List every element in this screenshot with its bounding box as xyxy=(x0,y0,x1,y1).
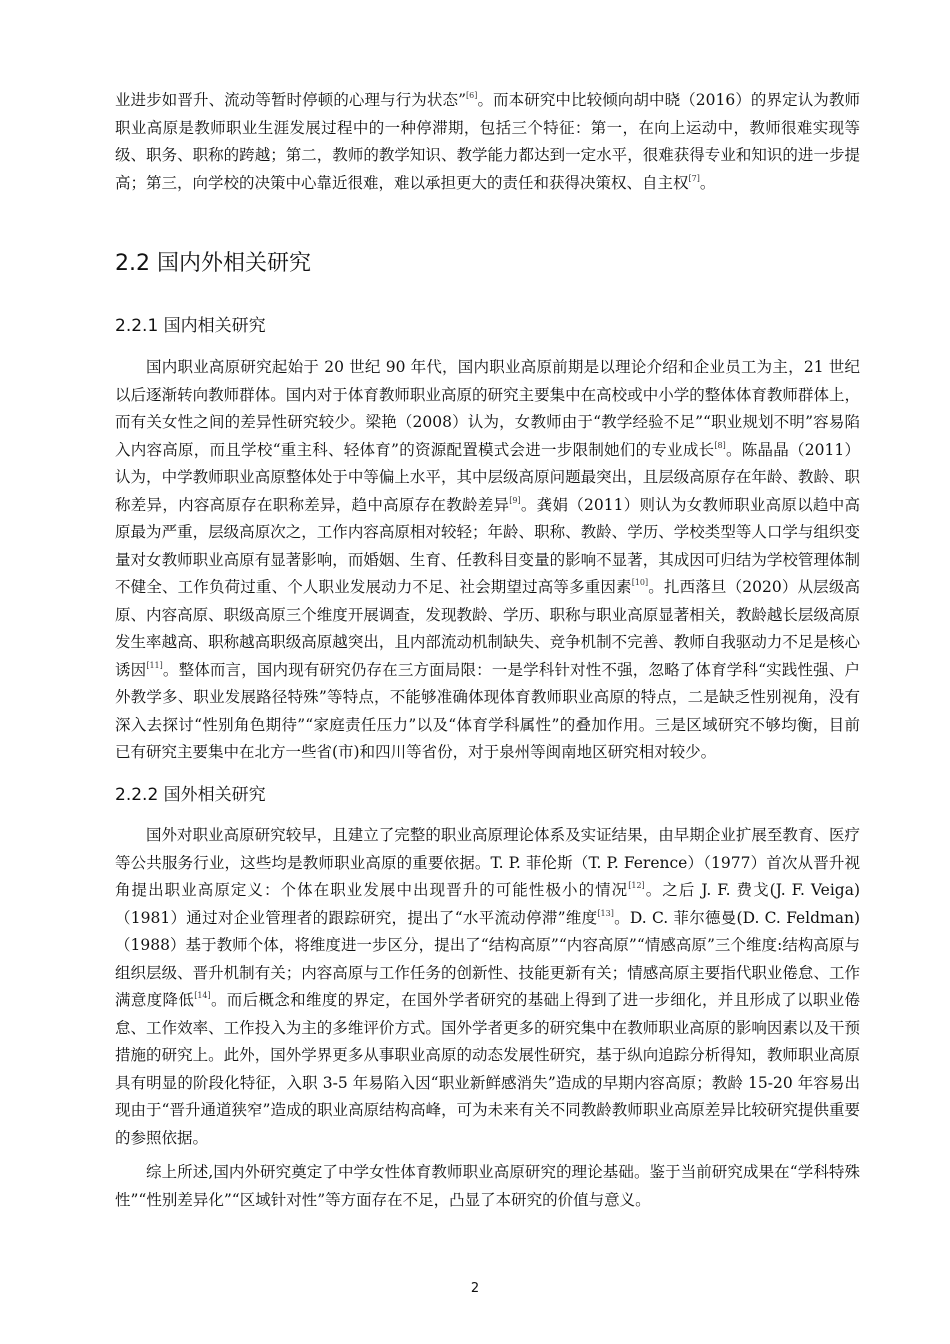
text-run: 。整体而言，国内现有研究仍存在三方面局限：一是学科针对性不强，忽略了体育学科“实践性强、户外教学多、职业发展路径特殊”等特点，不能够准确体现体育教师职业高原的特点，二是缺乏性别视角，没有深入去探讨“性别角色期待”“家庭责任压力”以及“体育学科属性”的叠加作用。三是区域研究不够均衡，目前已有研究主要集中在北方一些省(市)和四川等省份，对于泉州等闽南地区研究相对较少。 xyxy=(115,660,860,761)
page-number: 2 xyxy=(470,1281,480,1296)
text-run: 业进步如晋升、流动等暂时停顿的心理与行为状态” xyxy=(115,91,467,109)
text-run: 。而本研究中比较倾向胡中晓（2016）的界定认为教师职业高原是教师职业生涯发展过程中的一种停滞期，包括三个特征：第一，在向上运动中，教师很难实现等级、职务、职称的跨越；第二，教师的教学知识、教学能力都达到一定水平，很难获得专业和知识的进一步提高；第三，向学校的决策中心靠近很难，难以承担更大的责任和获得决策权、自主权 xyxy=(115,91,860,192)
citation-ref: [6] xyxy=(466,91,478,100)
section-heading-2-2-2: 2.2.2 国外相关研究 xyxy=(115,785,266,805)
citation-ref: [12] xyxy=(628,881,645,890)
section-heading-2-2-1: 2.2.1 国内相关研究 xyxy=(115,316,266,336)
text-run: 。D. C. 菲尔德曼(D. C. Feldman)（1988）基于教师个体，将维度进一步区分，提出了“结构高原”“内容高原”“情感高原”三个维度:结构高原与组织层级、晋升机制有关；内容高原与工作任务的创新性、技能更新有关；情感高原主要指代职业倦怠、工作满意度降低 xyxy=(115,908,860,1009)
text-run: 国内职业高原研究起始于 20 世纪 90 年代，国内职业高原前期是以理论介绍和企业员工为主，21 世纪以后逐渐转向教师群体。国内对于体育教师职业高原的研究主要集中在高校或中小学的整体体育教师群体上，而有关女性之间的差异性研究较少。梁艳（2008）认为，女教师由于“教学经验不足”“职业规划不明”容易陷入内容高原，而且学校“重主科、轻体育”的资源配置模式会进一步限制她们的专业成长 xyxy=(115,358,860,459)
text-run: 。扎西落旦（2020）从层级高原、内容高原、职级高原三个维度开展调查，发现教龄、学历、职称与职业高原显著相关，教龄越长层级高原发生率越高、职称越高职级高原越突出，且内部流动机制缺失、竞争机制不完善、教师自我驱动力不足是核心诱因 xyxy=(115,578,860,679)
text-run: 。之后 J. F. 费戈(J. F. Veiga)（1981）通过对企业管理者的跟踪研究，提出了“水平流动停滞”维度 xyxy=(115,881,860,927)
citation-ref: [7] xyxy=(688,173,700,183)
citation-ref: [10] xyxy=(631,578,649,587)
text-run: 。而后概念和维度的界定，在国外学者研究的基础上得到了进一步细化，并且形成了以职业倦怠、工作效率、工作投入为主的多维评价方式。国外学者更多的研究集中在教师职业高原的影响因素以及干预措施的研究上。此外，国外学界更多从事职业高原的动态发展性研究，基于纵向追踪分析得知，教师职业高原具有明显的阶段化特征，入职 3-5 年易陷入因“职业新鲜感消失”造成的早期内容高原；教龄 15-20 年容易出现由于“晋升通道狭窄”造成的职业高原结构高峰，可为未来有关不同教龄教师职业高原差异比较研究提供重要的参照依据。 xyxy=(115,991,860,1147)
citation-ref: [14] xyxy=(194,991,211,1000)
citation-ref: [13] xyxy=(597,908,614,918)
foreign-research-paragraph xyxy=(115,822,860,1152)
text-run: 国外对职业高原研究较早，且建立了完整的职业高原理论体系及实证结果，由早期企业扩展至教育、医疗等公共服务行业，这些均是教师职业高原的重要依据。T. P. 菲伦斯（T. P. Ference）（1977）首次从晋升视角提出职业高原定义：个体在职业发展中出现晋升的可能性极小的情况 xyxy=(115,826,860,899)
text-run: 。龚娟（2011）则认为女教师职业高原以趋中高原最为严重，层级高原次之，工作内容高原相对较轻；年龄、职称、教龄、学历、学校类型等人口学与组织变量对女教师职业高原有显著影响，而婚姻、生育、任教科目变量的影响不显著，其成因可归结为学校管理体制不健全、工作负荷过重、个人职业发展动力不足、社会期望过高等多重因素 xyxy=(115,495,860,596)
intro-paragraph xyxy=(115,87,860,197)
citation-ref: [9] xyxy=(509,495,521,505)
summary-paragraph: 综上所述,国内外研究奠定了中学女性体育教师职业高原研究的理论基础。鉴于当前研究成果在“学科特殊性”“性别差异化”“区域针对性”等方面存在不足，凸显了本研究的价值与意义。 xyxy=(115,1163,860,1209)
section-heading-2-2: 2.2 国内外相关研究 xyxy=(115,251,311,276)
text-run: 。 xyxy=(699,173,716,192)
domestic-research-paragraph xyxy=(115,354,860,767)
citation-ref: [11] xyxy=(146,660,163,670)
text-run: 。陈晶晶（2011）认为，中学教师职业高原整体处于中等偏上水平，其中层级高原问题最突出，且层级高原存在年龄、教龄、职称差异，内容高原存在职称差异，趋中高原存在教龄差异 xyxy=(115,440,860,514)
citation-ref: [8] xyxy=(714,440,726,450)
